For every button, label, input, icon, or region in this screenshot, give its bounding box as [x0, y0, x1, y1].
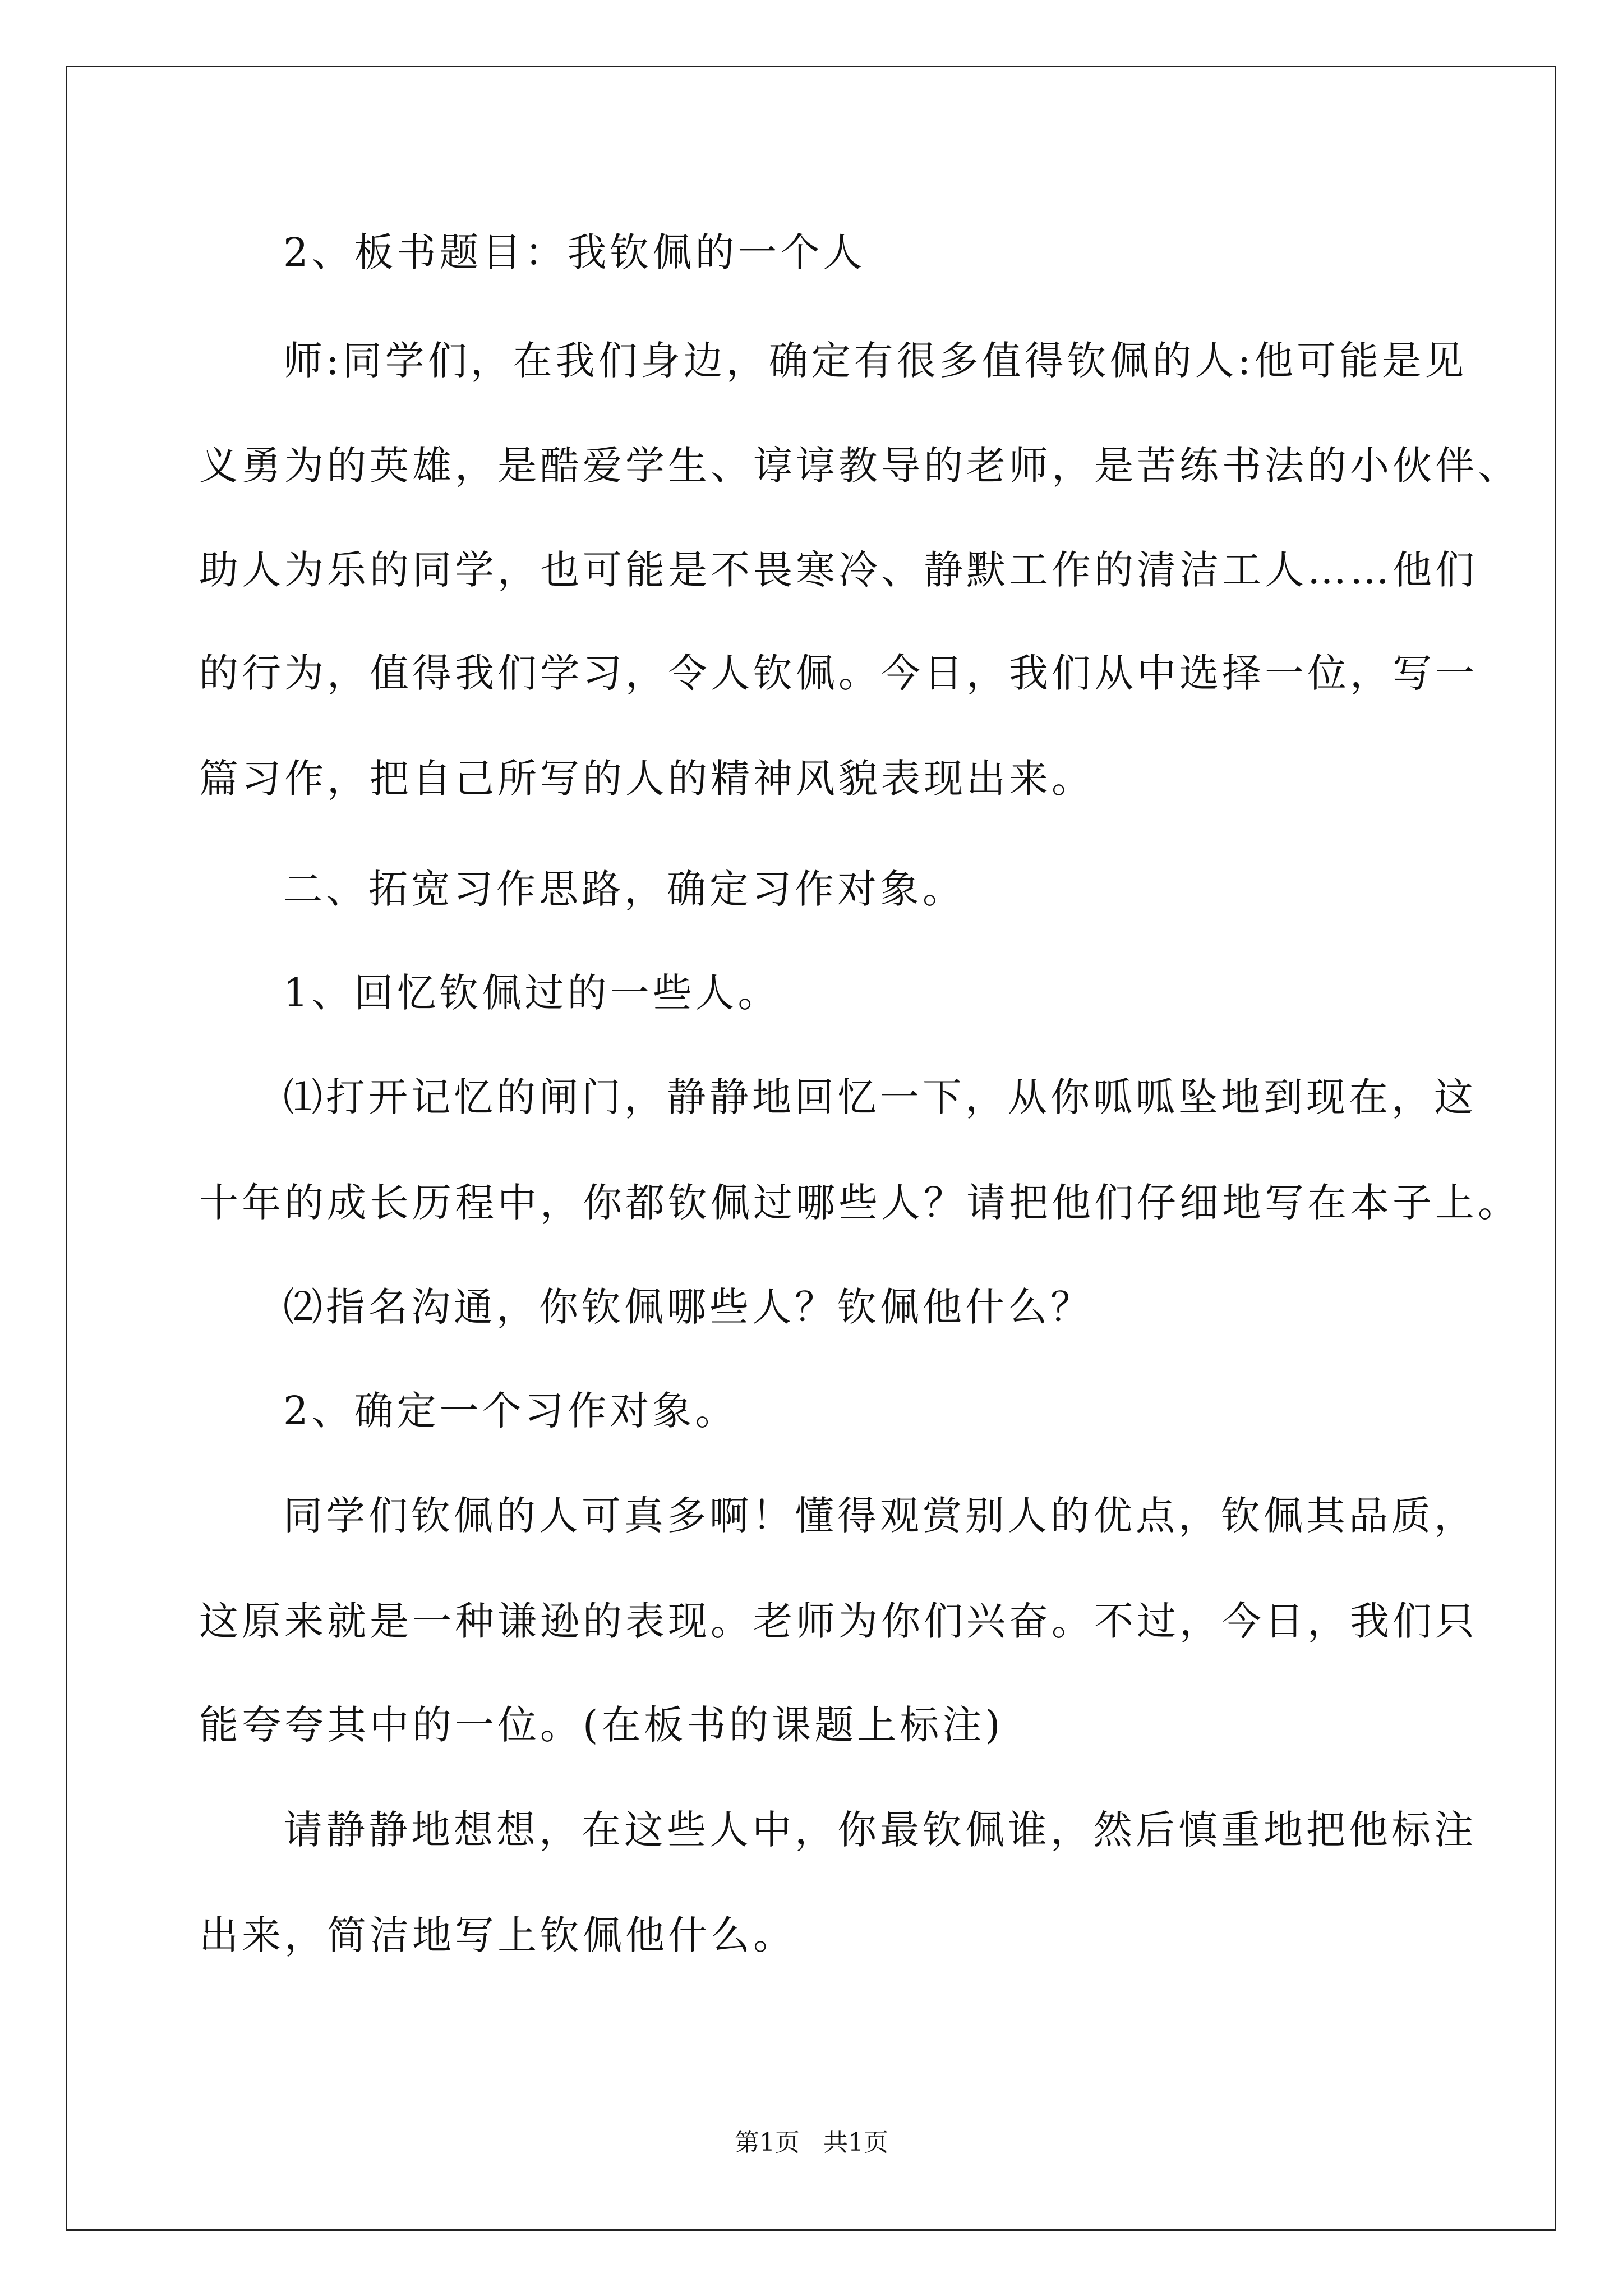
- text-line: 2、确定一个习作对象。: [283, 1388, 738, 1434]
- text-line: 义勇为的英雄，是酷爱学生、谆谆教导的老师，是苦练书法的小伙伴、: [199, 443, 1520, 489]
- page-border: [66, 66, 1556, 2231]
- text-line: 请静静地想想，在这些人中，你最钦佩谁，然后慎重地把他标注: [283, 1807, 1477, 1853]
- text-line: 2、板书题目：我钦佩的一个人: [283, 229, 866, 275]
- text-line: 出来，简洁地写上钦佩他什么。: [199, 1912, 796, 1958]
- text-line: ⑵指名沟通，你钦佩哪些人？钦佩他什么？: [283, 1284, 1093, 1330]
- text-line: 同学们钦佩的人可真多啊！懂得观赏别人的优点，钦佩其品质，: [283, 1493, 1477, 1539]
- text-line: 能夸夸其中的一位。(在板书的课题上标注): [199, 1702, 1004, 1748]
- text-line: 这原来就是一种谦逊的表现。老师为你们兴奋。不过，今日，我们只: [199, 1598, 1478, 1644]
- text-line: 二、拓宽习作思路，确定习作对象。: [283, 866, 965, 912]
- text-line: 助人为乐的同学，也可能是不畏寒冷、静默工作的清洁工人……他们: [199, 547, 1478, 593]
- text-line: 篇习作，把自己所写的人的精神风貌表现出来。: [199, 756, 1094, 802]
- text-line: 师:同学们，在我们身边，确定有很多值得钦佩的人:他可能是见: [283, 338, 1468, 384]
- text-line: ⑴打开记忆的闸门，静静地回忆一下，从你呱呱坠地到现在，这: [283, 1074, 1477, 1120]
- text-line: 的行为，值得我们学习，令人钦佩。今日，我们从中选择一位，写一: [199, 650, 1478, 696]
- text-line: 十年的成长历程中，你都钦佩过哪些人？请把他们仔细地写在本子上。: [199, 1180, 1520, 1226]
- page-footer: 第1页 共1页: [735, 2128, 888, 2157]
- text-line: 1、回忆钦佩过的一些人。: [283, 970, 781, 1016]
